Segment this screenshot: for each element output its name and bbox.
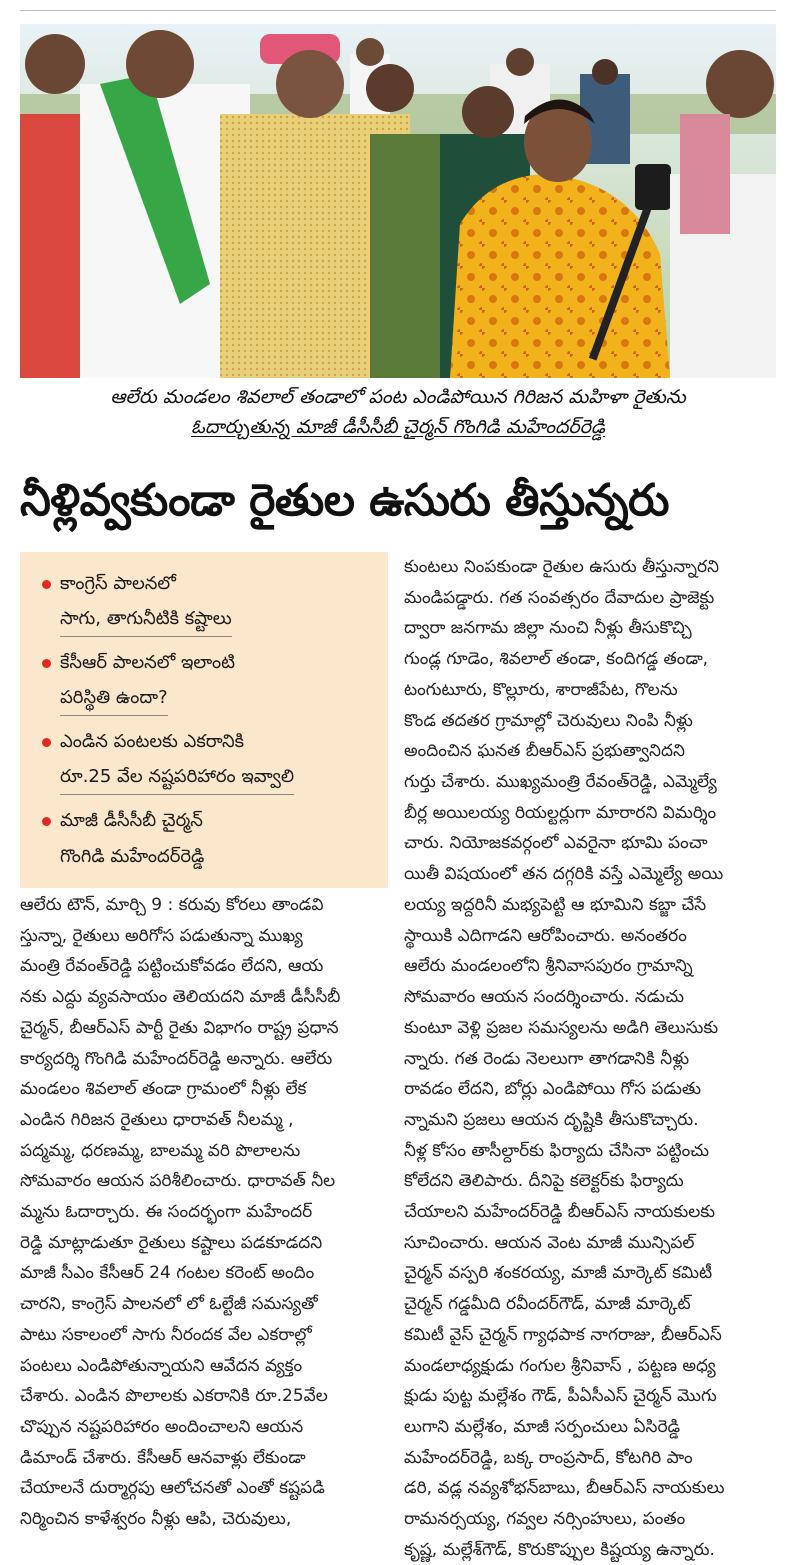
article-line: ఆలేరు టౌన్, మార్చి 9 : కరువు కోరలు తాండవి xyxy=(20,895,324,915)
article-line: ద్వారా జనగామ జిల్లా నుంచి నీళ్లు తీసుకొచ్చి xyxy=(404,618,692,639)
caption-line-2: ఓదార్చుతున్న మాజీ డీసీసీబీ చైర్మన్ గొంగిడి మహేందర్‌రెడ్డి xyxy=(191,416,605,438)
article-line: నీళ్ల కోసం తాసీల్దార్‌కు ఫిర్యాదు చేసినా పట్టించు xyxy=(404,1140,710,1161)
article-line: రావడం లేదని, బోర్లు ఎండిపోయి గోస పడుతు xyxy=(404,1079,701,1100)
article-line: ఆలేరు మండలంలోని శ్రీనివాసపురం గ్రామాన్ని xyxy=(404,956,693,977)
article-line: మండలం శివలాల్ తండా గ్రామంలో నీళ్లు లేక xyxy=(20,1079,307,1100)
article-column-right-top xyxy=(404,552,776,890)
highlight-line: రూ.25 వేల నష్టపరిహారం ఇవ్వాలి xyxy=(60,760,294,795)
news-photo xyxy=(20,24,776,378)
highlight-line: పరిస్థితి ఉందా? xyxy=(60,681,168,716)
article-line: స్తున్నా, రైతులు అరిగోస పడుతున్నా ముఖ్య xyxy=(20,925,303,946)
article-line: చైర్మన్ గడ్డమీది రవీందర్‌గౌడ్, మాజీ మార్కెట్ xyxy=(404,1294,691,1315)
highlight-line: సాగు, తాగునీటికి కష్టాలు xyxy=(60,602,232,637)
article-line: చేయాలని మహేందర్‌రెడ్డి బీఆర్ఎస్ నాయకులకు xyxy=(404,1202,716,1223)
highlight-line: కాంగ్రెస్ పాలనలో xyxy=(60,573,176,594)
article-line: పంటలు ఎండిపోతున్నాయని ఆవేదన వ్యక్తం xyxy=(20,1355,303,1376)
article-line: స్థాయికి ఎదిగాడని ఆరోపించారు. అనంతరం xyxy=(404,925,687,946)
article-line: రామనర్సయ్య, గవ్వల నర్సింహులు, పంతం xyxy=(404,1509,686,1530)
article-line: నకు ఎద్దు వ్యవసాయం తెలియదని మాజీ డీసీసీబీ xyxy=(20,987,341,1008)
article-column-left xyxy=(20,890,390,1535)
article-line: రెడ్డి మాట్లాడుతూ రైతులు కష్టాలు పడకూడదని xyxy=(20,1232,323,1253)
article-line: బీర్ల అయిలయ్య రియల్టర్లుగా మారారని విమర్శిం xyxy=(404,802,717,823)
article-line: సోమవారం ఆయన పరిశీలించారు. ధారావత్ నీల xyxy=(20,1171,336,1192)
article-line: మ్మను ఓదార్చారు. ఈ సందర్భంగా మహేందర్ xyxy=(20,1202,313,1223)
bullet-dot-icon xyxy=(42,659,51,668)
bullet-dot-icon xyxy=(42,817,51,826)
article-line: సూచించారు. ఆయన వెంట మాజీ మున్సిపల్ xyxy=(404,1232,695,1253)
article-line: మహేందర్‌రెడ్డి, బక్క రాంప్రసాద్, కోటగిరి పాం xyxy=(404,1447,693,1468)
article-line: పద్మమ్మ, ధరణమ్మ, బాలమ్మ వరి పొలాలను xyxy=(20,1140,301,1161)
article-line: కొండ తదతర గ్రామాల్లో చెరువులు నింపి నీళ్లు xyxy=(404,710,693,731)
article-line: చారు. నియోజకవర్గంలో ఎవరైనా భూమి పంచా xyxy=(404,833,708,854)
article-line: యితీ విషయంలో తన దగ్గరికి వస్తే ఎమ్మెల్యే అయి xyxy=(404,864,724,885)
article-line: కోలేదని తెలిపారు. దీనిపై కలెక్టర్‌కు ఫిర్యాదు xyxy=(404,1171,684,1192)
caption-line-1: ఆలేరు మండలం శివలాల్ తండాలో పంట ఎండిపోయిన గిరిజన మహిళా రైతును xyxy=(110,386,686,408)
highlight-item xyxy=(42,724,378,795)
bullet-dot-icon xyxy=(42,580,51,589)
article-line: కృష్ణ, మల్లేశ్‌గౌడ్, కొరుకొప్పుల కిష్టయ్య ఉన్నారు. xyxy=(404,1539,715,1560)
article-line: డరి, వడ్ల నవ్యశోభన్‌బాబు, బీఆర్ఎస్ నాయకులు xyxy=(404,1478,725,1499)
article-line: పాటు సకాలంలో సాగు నీరందక వేల ఎకరాల్లో xyxy=(20,1324,312,1345)
article-line: క్షుడు పుట్ట మల్లేశం గౌడ్, పీఏసీఎస్ చైర్మన్ మొగు xyxy=(404,1386,717,1407)
article-line: సోమవారం ఆయన సందర్శించారు. నడుచు xyxy=(404,987,684,1008)
article-line: కుంటలు నింపకుండా రైతుల ఉసురు తీస్తున్నారని xyxy=(404,557,720,577)
article-line: గుండ్ల గూడెం, శివలాల్ తండా, కందిగడ్డ తండా, xyxy=(404,649,709,670)
highlight-line: కేసీఆర్ పాలనలో ఇలాంటి xyxy=(60,652,236,673)
photo-caption xyxy=(20,382,776,442)
article-line: లుగాని మల్లేశం, మాజీ సర్పంచులు ఏసిరెడ్డి xyxy=(404,1416,681,1437)
article-line: మండలాధ్యక్షుడు గంగుల శ్రీనివాస్ , పట్టణ అధ్య xyxy=(404,1355,716,1376)
article-line: టంగుటూరు, కొల్లూరు, శారాజీపేట, గొలను xyxy=(404,679,678,700)
article-line: ఎండిన గిరిజన రైతులు ధారావత్ నీలమ్మ , xyxy=(20,1109,294,1130)
article-line: మాజీ సీఎం కేసీఆర్ 24 గంటల కరెంట్ అందిం xyxy=(20,1263,315,1284)
article-line: మంత్రి రేవంత్‌రెడ్డి పట్టించుకోవడం లేదని, ఆయ xyxy=(20,956,324,977)
article-line: చేయాలనే దుర్మార్గపు ఆలోచనతో ఎంతో కష్టపడి xyxy=(20,1478,325,1499)
article-line: అందించిన ఘనత బీఆర్ఎస్ ప్రభుత్వానిదని xyxy=(404,741,685,762)
article-line: చొప్పున నష్టపరిహారం అందించాలని ఆయన xyxy=(20,1416,304,1437)
article-line: లయ్య ఇద్దరినీ మభ్యపెట్టి ఆ భూమిని కబ్జా చేసే xyxy=(404,895,707,915)
highlight-item xyxy=(42,803,378,875)
article-line: న్నామని ప్రజలు ఆయన దృష్టికి తీసుకొచ్చారు. xyxy=(404,1109,699,1130)
article-line: గుర్తు చేశారు. ముఖ్యమంత్రి రేవంత్‌రెడ్డి, ఎమ్మెల్యే xyxy=(404,771,717,792)
bullet-dot-icon xyxy=(42,738,51,747)
article-line: డిమాండ్ చేశారు. కేసీఆర్ ఆనవాళ్లు లేకుండా xyxy=(20,1447,306,1468)
top-rule xyxy=(20,10,776,11)
highlight-line: ఎండిన పంటలకు ఎకరానికి xyxy=(60,731,245,752)
article-line: నిర్మించిన కాళేశ్వరం నీళ్లు ఆపి, చెరువులు, xyxy=(20,1509,292,1530)
article-line: చారని, కాంగ్రెస్ పాలనలో లో ఓల్టేజీ సమస్యతో xyxy=(20,1294,318,1315)
article-column-right-bottom xyxy=(404,890,776,1565)
article-line: చైర్మన్, బీఆర్ఎస్ పార్టీ రైతు విభాగం రాష్ట్ర ప్రధాన xyxy=(20,1017,339,1038)
article-line: కార్యదర్శి గొంగిడి మహేందర్‌రెడ్డి అన్నారు. ఆలేరు xyxy=(20,1048,333,1069)
article-line: కమిటీ వైస్ చైర్మన్ గ్యాధపాక నాగరాజు, బీఆర్ఎస్ xyxy=(404,1324,722,1345)
article-line: మండిపడ్డారు. గత సంవత్సరం దేవాదుల ప్రాజెక్టు xyxy=(404,587,715,608)
highlight-item xyxy=(42,645,378,716)
highlight-line: మాజీ డీసీసీబీ చైర్మన్ xyxy=(60,810,203,831)
article-line: కుంటూ వెళ్లి ప్రజల సమస్యలను అడిగి తెలుసుకు xyxy=(404,1017,719,1038)
highlight-line: గొంగిడి మహేందర్‌రెడ్డి xyxy=(60,846,205,867)
highlight-item xyxy=(42,566,378,637)
article-line: చేశారు. ఎండిన పొలాలకు ఎకరానికి రూ.25వేల xyxy=(20,1386,328,1407)
article-line: చైర్మన్ వస్పరి శంకరయ్య, మాజీ మార్కెట్ కమిటీ xyxy=(404,1263,713,1284)
headline: నీళ్లివ్వకుండా రైతుల ఉసురు తీస్తున్నరు xyxy=(20,475,669,526)
highlights-box xyxy=(20,552,388,888)
article-line: న్నారు. గత రెండు నెలలుగా తాగడానికి నీళ్లు xyxy=(404,1048,690,1069)
